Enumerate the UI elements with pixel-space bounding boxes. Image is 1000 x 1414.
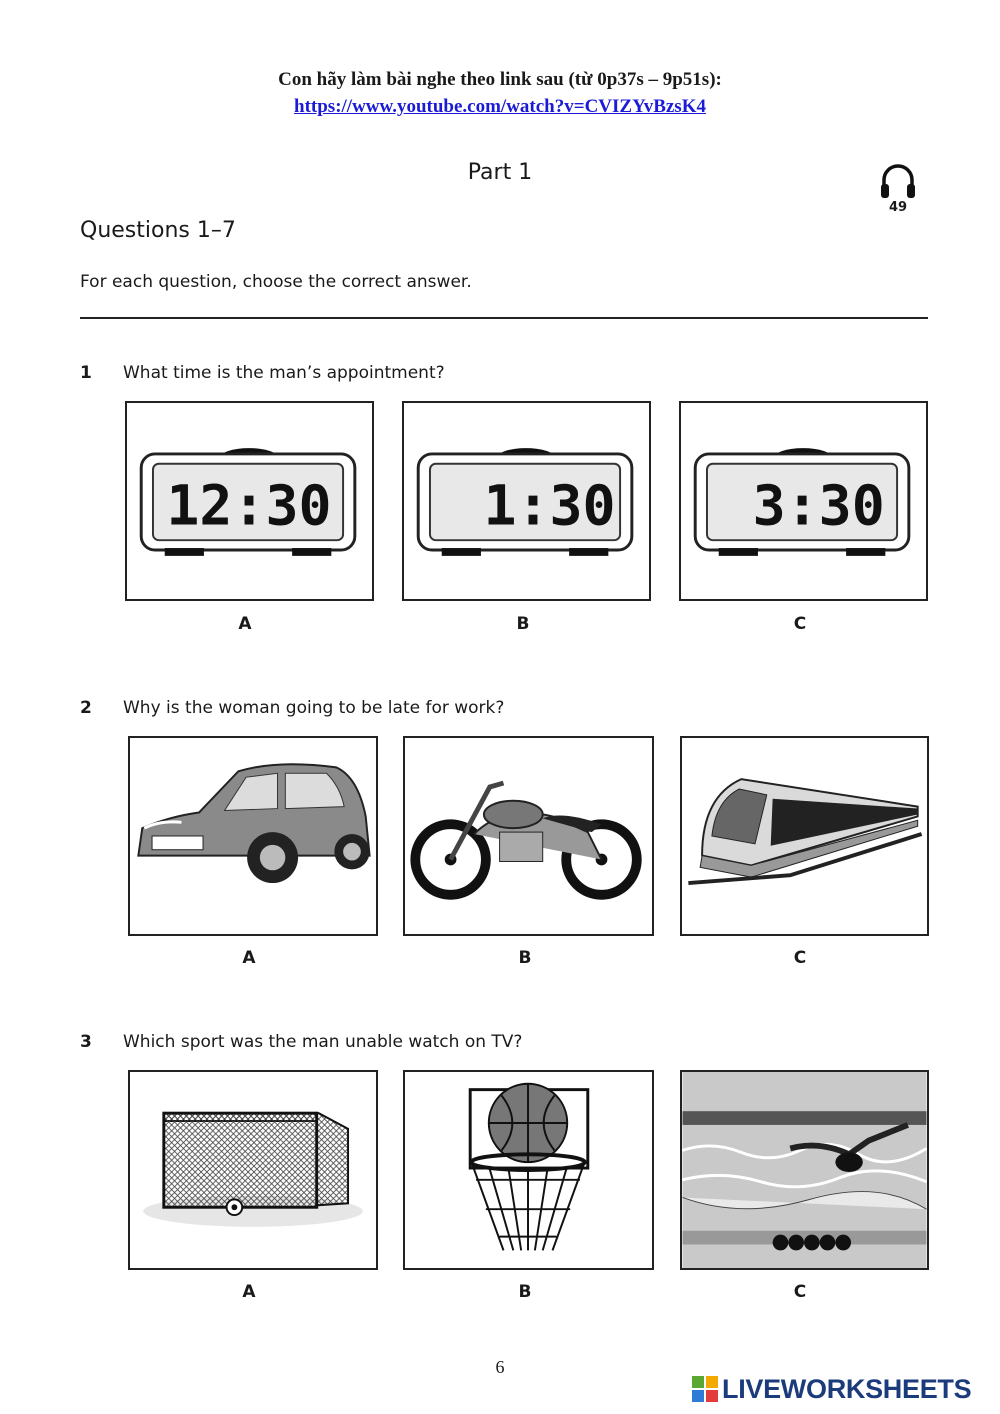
question-text: What time is the man’s appointment? [123, 363, 445, 383]
section-heading: Questions 1–7 [80, 218, 236, 243]
option-3b-basketball-picture[interactable] [403, 1070, 654, 1270]
option-letter: A [242, 1282, 256, 1302]
option-3c-swimming-picture[interactable] [680, 1070, 929, 1270]
option-letter: C [793, 948, 807, 968]
clock-time: 3:30 [752, 473, 885, 538]
youtube-link[interactable]: https://www.youtube.com/watch?v=CVIZYvBzsK4 [294, 96, 706, 117]
question-number: 2 [80, 698, 92, 718]
liveworksheets-icon [692, 1376, 718, 1402]
question-text: Which sport was the man unable watch on TV? [123, 1032, 523, 1052]
page-number: 6 [495, 1357, 505, 1377]
instruction-text: Con hãy làm bài nghe theo link sau (từ 0p37s – 9p51s): [278, 69, 722, 90]
option-1a-clock[interactable] [125, 401, 374, 601]
audio-track-number: 49 [888, 200, 908, 215]
part-title: Part 1 [467, 160, 533, 185]
option-letter: B [518, 1282, 532, 1302]
question-number: 3 [80, 1032, 92, 1052]
option-letter: A [238, 614, 252, 634]
option-letter: C [793, 1282, 807, 1302]
instruction-block [0, 66, 1000, 120]
option-2b-motorbike-picture[interactable] [403, 736, 654, 936]
divider [80, 317, 928, 319]
option-letter: A [242, 948, 256, 968]
option-letter: B [518, 948, 532, 968]
question-text: Why is the woman going to be late for work? [123, 698, 505, 718]
option-3a-football-goal-picture[interactable] [128, 1070, 378, 1270]
option-1c-clock[interactable] [679, 401, 928, 601]
option-letter: B [516, 614, 530, 634]
option-letter: C [793, 614, 807, 634]
option-2a-car-picture[interactable] [128, 736, 378, 936]
option-1b-clock[interactable] [402, 401, 651, 601]
section-instruction: For each question, choose the correct answer. [80, 272, 472, 292]
option-2c-train-picture[interactable] [680, 736, 929, 936]
clock-time: 1:30 [483, 473, 616, 538]
clock-time: 12:30 [166, 473, 332, 538]
question-number: 1 [80, 363, 92, 383]
brand-name: LIVEWORKSHEETS [722, 1373, 972, 1404]
liveworksheets-logo [692, 1372, 971, 1406]
